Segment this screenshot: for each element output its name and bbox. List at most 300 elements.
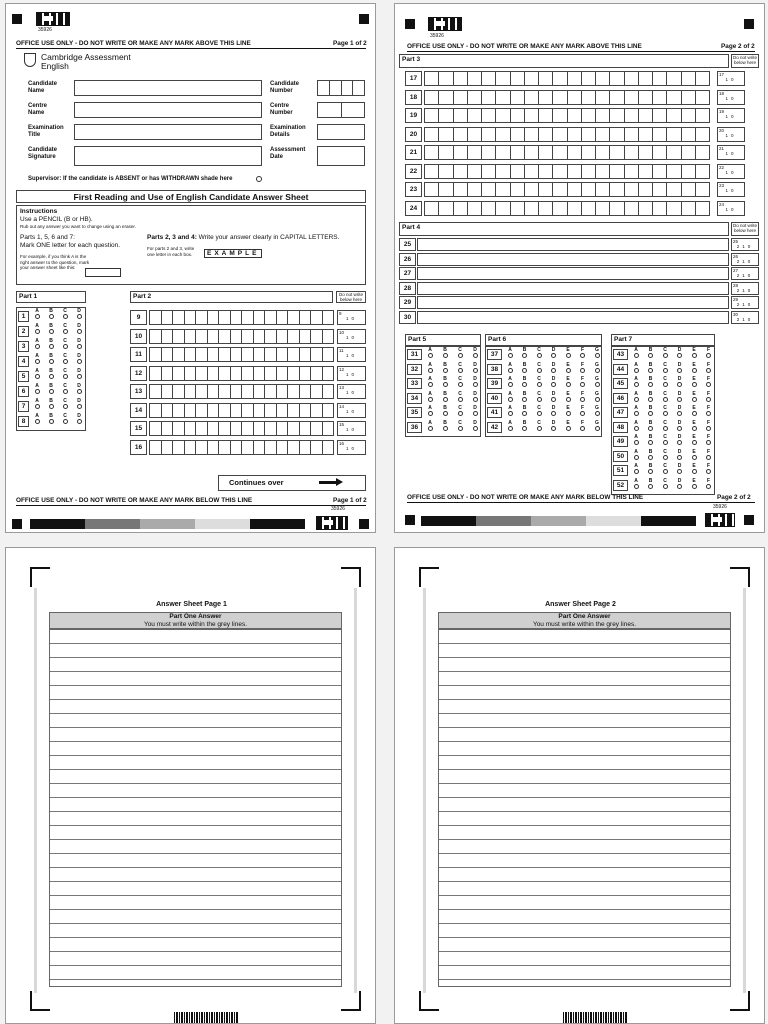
answer-option[interactable] — [631, 479, 641, 489]
letter-cell[interactable] — [208, 311, 220, 324]
option-bubble[interactable] — [663, 426, 668, 431]
option-bubble[interactable] — [49, 389, 54, 394]
letter-cell[interactable] — [682, 165, 696, 178]
option-bubble[interactable] — [77, 344, 82, 349]
option-bubble[interactable] — [473, 368, 478, 373]
option-bubble[interactable] — [473, 382, 478, 387]
answer-option[interactable] — [660, 392, 670, 402]
letter-cell[interactable] — [468, 109, 482, 122]
answer-option[interactable] — [74, 399, 84, 409]
letter-cell[interactable] — [219, 367, 231, 380]
letter-cell[interactable] — [219, 311, 231, 324]
option-bubble[interactable] — [508, 368, 513, 373]
answer-option[interactable] — [32, 369, 42, 379]
letter-cell[interactable] — [639, 146, 653, 159]
letter-cell[interactable] — [254, 404, 266, 417]
answer-option[interactable] — [689, 421, 699, 431]
letter-cell[interactable] — [150, 311, 162, 324]
letter-cell[interactable] — [185, 330, 197, 343]
letter-cell[interactable] — [511, 72, 525, 85]
letter-cell[interactable] — [468, 146, 482, 159]
letter-cell[interactable] — [610, 202, 624, 215]
option-bubble[interactable] — [692, 440, 697, 445]
letter-cell[interactable] — [425, 165, 439, 178]
answer-option[interactable] — [520, 348, 530, 358]
letter-cell[interactable] — [323, 422, 334, 435]
option-bubble[interactable] — [580, 382, 585, 387]
letter-cell[interactable] — [277, 367, 289, 380]
letter-cell[interactable] — [265, 330, 277, 343]
letter-cell[interactable] — [696, 109, 709, 122]
option-bubble[interactable] — [634, 411, 639, 416]
letter-cell[interactable] — [468, 91, 482, 104]
option-bubble[interactable] — [634, 353, 639, 358]
answer-option[interactable] — [675, 479, 685, 489]
option-bubble[interactable] — [49, 329, 54, 334]
option-bubble[interactable] — [443, 426, 448, 431]
letter-cell[interactable] — [653, 165, 667, 178]
letter-cell[interactable] — [231, 422, 243, 435]
answer-option[interactable] — [675, 377, 685, 387]
answer-option[interactable] — [32, 354, 42, 364]
answer-option[interactable] — [549, 406, 559, 416]
letter-cell[interactable] — [639, 91, 653, 104]
letter-cell[interactable] — [439, 109, 453, 122]
answer-option[interactable] — [32, 384, 42, 394]
letter-cell[interactable] — [482, 91, 496, 104]
letter-cell[interactable] — [582, 91, 596, 104]
letter-cell[interactable] — [277, 385, 289, 398]
letter-cell[interactable] — [311, 311, 323, 324]
letter-cell[interactable] — [568, 202, 582, 215]
letter-cell[interactable] — [265, 348, 277, 361]
option-bubble[interactable] — [692, 411, 697, 416]
letter-cell[interactable] — [525, 72, 539, 85]
answer-option[interactable] — [704, 479, 714, 489]
answer-option[interactable] — [631, 435, 641, 445]
letter-cell[interactable] — [696, 91, 709, 104]
option-bubble[interactable] — [49, 374, 54, 379]
option-bubble[interactable] — [648, 382, 653, 387]
answer-option[interactable] — [46, 399, 56, 409]
answer-option[interactable] — [704, 406, 714, 416]
letter-cell[interactable] — [482, 109, 496, 122]
letter-cell[interactable] — [625, 183, 639, 196]
letter-cell[interactable] — [482, 72, 496, 85]
letter-cell[interactable] — [219, 385, 231, 398]
answer-option[interactable] — [32, 324, 42, 334]
letter-cell[interactable] — [311, 422, 323, 435]
answer-option[interactable] — [660, 363, 670, 373]
answer-option[interactable] — [74, 324, 84, 334]
letter-cell[interactable] — [653, 128, 667, 141]
letter-cell[interactable] — [496, 146, 510, 159]
letter-cell[interactable] — [219, 441, 231, 454]
option-bubble[interactable] — [692, 353, 697, 358]
letter-cell[interactable] — [696, 128, 709, 141]
answer-cells[interactable] — [424, 90, 710, 105]
option-bubble[interactable] — [428, 353, 433, 358]
answer-option[interactable] — [660, 377, 670, 387]
option-bubble[interactable] — [663, 397, 668, 402]
letter-cell[interactable] — [196, 330, 208, 343]
letter-cell[interactable] — [610, 72, 624, 85]
letter-cell[interactable] — [242, 348, 254, 361]
option-bubble[interactable] — [706, 440, 711, 445]
letter-cell[interactable] — [323, 330, 334, 343]
letter-cell[interactable] — [525, 202, 539, 215]
letter-cell[interactable] — [653, 72, 667, 85]
letter-cell[interactable] — [265, 367, 277, 380]
option-bubble[interactable] — [473, 411, 478, 416]
answer-option[interactable] — [32, 399, 42, 409]
letter-cell[interactable] — [511, 109, 525, 122]
answer-option[interactable] — [631, 406, 641, 416]
answer-option[interactable] — [505, 406, 515, 416]
option-bubble[interactable] — [677, 426, 682, 431]
answer-option[interactable] — [675, 450, 685, 460]
letter-cell[interactable] — [553, 165, 567, 178]
answer-cells[interactable] — [424, 127, 710, 142]
letter-cell[interactable] — [468, 128, 482, 141]
answer-cells[interactable] — [149, 440, 334, 455]
option-bubble[interactable] — [663, 368, 668, 373]
letter-cell[interactable] — [150, 422, 162, 435]
answer-option[interactable] — [646, 377, 656, 387]
option-bubble[interactable] — [35, 374, 40, 379]
answer-option[interactable] — [592, 421, 602, 431]
letter-cell[interactable] — [242, 441, 254, 454]
answer-option[interactable] — [60, 324, 70, 334]
letter-cell[interactable] — [265, 404, 277, 417]
letter-cell[interactable] — [173, 422, 185, 435]
letter-cell[interactable] — [653, 183, 667, 196]
option-bubble[interactable] — [706, 484, 711, 489]
answer-option[interactable] — [440, 348, 450, 358]
answer-option[interactable] — [505, 363, 515, 373]
answer-option[interactable] — [689, 450, 699, 460]
letter-cell[interactable] — [525, 165, 539, 178]
letter-cell[interactable] — [311, 367, 323, 380]
option-bubble[interactable] — [634, 455, 639, 460]
option-bubble[interactable] — [566, 411, 571, 416]
letter-cell[interactable] — [219, 404, 231, 417]
absent-bubble[interactable] — [256, 176, 262, 182]
letter-cell[interactable] — [482, 183, 496, 196]
letter-cell[interactable] — [439, 165, 453, 178]
option-bubble[interactable] — [566, 397, 571, 402]
option-bubble[interactable] — [537, 411, 542, 416]
answer-option[interactable] — [563, 421, 573, 431]
answer-option[interactable] — [646, 450, 656, 460]
letter-cell[interactable] — [439, 128, 453, 141]
letter-cell[interactable] — [596, 91, 610, 104]
letter-cell[interactable] — [300, 441, 312, 454]
option-bubble[interactable] — [634, 440, 639, 445]
letter-cell[interactable] — [596, 202, 610, 215]
letter-cell[interactable] — [231, 404, 243, 417]
answer-cells[interactable] — [424, 182, 710, 197]
answer-option[interactable] — [578, 363, 588, 373]
option-bubble[interactable] — [692, 484, 697, 489]
letter-cell[interactable] — [568, 109, 582, 122]
letter-cell[interactable] — [496, 202, 510, 215]
option-bubble[interactable] — [595, 353, 600, 358]
option-bubble[interactable] — [663, 411, 668, 416]
option-bubble[interactable] — [677, 368, 682, 373]
option-bubble[interactable] — [634, 397, 639, 402]
letter-cell[interactable] — [425, 183, 439, 196]
option-bubble[interactable] — [428, 397, 433, 402]
answer-option[interactable] — [631, 392, 641, 402]
option-bubble[interactable] — [63, 329, 68, 334]
answer-cells[interactable] — [424, 201, 710, 216]
letter-cell[interactable] — [553, 109, 567, 122]
option-bubble[interactable] — [537, 426, 542, 431]
letter-cell[interactable] — [208, 330, 220, 343]
letter-cell[interactable] — [242, 311, 254, 324]
letter-cell[interactable] — [150, 441, 162, 454]
signature-field[interactable] — [74, 146, 262, 166]
letter-cell[interactable] — [454, 183, 468, 196]
answer-option[interactable] — [505, 392, 515, 402]
option-bubble[interactable] — [551, 397, 556, 402]
answer-option[interactable] — [455, 377, 465, 387]
option-bubble[interactable] — [443, 411, 448, 416]
answer-option[interactable] — [563, 348, 573, 358]
letter-cell[interactable] — [439, 91, 453, 104]
letter-cell[interactable] — [288, 422, 300, 435]
letter-cell[interactable] — [454, 72, 468, 85]
letter-cell[interactable] — [596, 146, 610, 159]
answer-option[interactable] — [592, 392, 602, 402]
letter-cell[interactable] — [162, 311, 174, 324]
option-bubble[interactable] — [706, 455, 711, 460]
option-bubble[interactable] — [458, 426, 463, 431]
letter-cell[interactable] — [300, 422, 312, 435]
option-bubble[interactable] — [508, 353, 513, 358]
letter-cell[interactable] — [610, 128, 624, 141]
answer-option[interactable] — [534, 421, 544, 431]
letter-cell[interactable] — [625, 109, 639, 122]
option-bubble[interactable] — [677, 440, 682, 445]
answer-option[interactable] — [520, 406, 530, 416]
letter-cell[interactable] — [553, 183, 567, 196]
option-bubble[interactable] — [77, 359, 82, 364]
option-bubble[interactable] — [551, 426, 556, 431]
option-bubble[interactable] — [692, 397, 697, 402]
option-bubble[interactable] — [663, 382, 668, 387]
letter-cell[interactable] — [639, 202, 653, 215]
letter-cell[interactable] — [553, 202, 567, 215]
answer-line[interactable] — [417, 296, 729, 309]
letter-cell[interactable] — [496, 183, 510, 196]
option-bubble[interactable] — [35, 419, 40, 424]
letter-cell[interactable] — [511, 128, 525, 141]
letter-cell[interactable] — [667, 109, 681, 122]
letter-cell[interactable] — [150, 330, 162, 343]
option-bubble[interactable] — [677, 353, 682, 358]
option-bubble[interactable] — [595, 382, 600, 387]
letter-cell[interactable] — [511, 146, 525, 159]
option-bubble[interactable] — [458, 397, 463, 402]
option-bubble[interactable] — [634, 382, 639, 387]
letter-cell[interactable] — [539, 109, 553, 122]
letter-cell[interactable] — [653, 91, 667, 104]
letter-cell[interactable] — [454, 109, 468, 122]
letter-cell[interactable] — [173, 330, 185, 343]
letter-cell[interactable] — [696, 183, 709, 196]
answer-option[interactable] — [455, 348, 465, 358]
option-bubble[interactable] — [77, 419, 82, 424]
letter-cell[interactable] — [568, 146, 582, 159]
letter-cell[interactable] — [596, 183, 610, 196]
letter-cell[interactable] — [682, 128, 696, 141]
letter-cell[interactable] — [539, 128, 553, 141]
option-bubble[interactable] — [537, 368, 542, 373]
answer-option[interactable] — [549, 392, 559, 402]
option-bubble[interactable] — [428, 382, 433, 387]
option-bubble[interactable] — [35, 314, 40, 319]
option-bubble[interactable] — [677, 455, 682, 460]
option-bubble[interactable] — [443, 382, 448, 387]
option-bubble[interactable] — [580, 426, 585, 431]
option-bubble[interactable] — [648, 469, 653, 474]
letter-cell[interactable] — [454, 202, 468, 215]
letter-cell[interactable] — [425, 109, 439, 122]
letter-cell[interactable] — [511, 202, 525, 215]
option-bubble[interactable] — [677, 469, 682, 474]
letter-cell[interactable] — [653, 109, 667, 122]
answer-option[interactable] — [425, 421, 435, 431]
letter-cell[interactable] — [625, 72, 639, 85]
option-bubble[interactable] — [63, 389, 68, 394]
option-bubble[interactable] — [35, 404, 40, 409]
answer-option[interactable] — [455, 406, 465, 416]
letter-cell[interactable] — [582, 109, 596, 122]
answer-option[interactable] — [646, 348, 656, 358]
answer-option[interactable] — [425, 377, 435, 387]
letter-cell[interactable] — [454, 128, 468, 141]
answer-option[interactable] — [592, 363, 602, 373]
answer-option[interactable] — [660, 479, 670, 489]
option-bubble[interactable] — [35, 344, 40, 349]
answer-option[interactable] — [563, 406, 573, 416]
letter-cell[interactable] — [439, 183, 453, 196]
option-bubble[interactable] — [49, 404, 54, 409]
letter-cell[interactable] — [539, 72, 553, 85]
option-bubble[interactable] — [566, 382, 571, 387]
answer-option[interactable] — [646, 464, 656, 474]
letter-cell[interactable] — [311, 348, 323, 361]
option-bubble[interactable] — [692, 469, 697, 474]
option-bubble[interactable] — [63, 404, 68, 409]
letter-cell[interactable] — [173, 404, 185, 417]
answer-line[interactable] — [417, 282, 729, 295]
answer-option[interactable] — [660, 406, 670, 416]
option-bubble[interactable] — [580, 411, 585, 416]
answer-cells[interactable] — [149, 347, 334, 362]
letter-cell[interactable] — [667, 91, 681, 104]
option-bubble[interactable] — [443, 368, 448, 373]
answer-option[interactable] — [46, 309, 56, 319]
answer-cells[interactable] — [149, 366, 334, 381]
option-bubble[interactable] — [77, 389, 82, 394]
letter-cell[interactable] — [425, 128, 439, 141]
answer-option[interactable] — [470, 406, 480, 416]
letter-cell[interactable] — [162, 367, 174, 380]
letter-cell[interactable] — [454, 91, 468, 104]
option-bubble[interactable] — [63, 359, 68, 364]
letter-cell[interactable] — [254, 348, 266, 361]
letter-cell[interactable] — [300, 385, 312, 398]
writing-area[interactable] — [49, 629, 342, 987]
option-bubble[interactable] — [508, 411, 513, 416]
option-bubble[interactable] — [663, 484, 668, 489]
option-bubble[interactable] — [595, 368, 600, 373]
answer-option[interactable] — [60, 354, 70, 364]
letter-cell[interactable] — [568, 72, 582, 85]
letter-cell[interactable] — [667, 183, 681, 196]
answer-option[interactable] — [425, 406, 435, 416]
letter-cell[interactable] — [496, 72, 510, 85]
answer-option[interactable] — [660, 348, 670, 358]
option-bubble[interactable] — [566, 368, 571, 373]
option-bubble[interactable] — [35, 359, 40, 364]
option-bubble[interactable] — [473, 426, 478, 431]
answer-option[interactable] — [440, 406, 450, 416]
answer-option[interactable] — [60, 399, 70, 409]
letter-cell[interactable] — [208, 404, 220, 417]
letter-cell[interactable] — [265, 385, 277, 398]
answer-option[interactable] — [646, 421, 656, 431]
option-bubble[interactable] — [663, 353, 668, 358]
letter-cell[interactable] — [323, 311, 334, 324]
answer-option[interactable] — [631, 464, 641, 474]
answer-line[interactable] — [417, 238, 729, 251]
option-bubble[interactable] — [508, 426, 513, 431]
letter-cell[interactable] — [231, 441, 243, 454]
option-bubble[interactable] — [634, 469, 639, 474]
letter-cell[interactable] — [196, 348, 208, 361]
answer-option[interactable] — [470, 363, 480, 373]
answer-cells[interactable] — [149, 384, 334, 399]
letter-cell[interactable] — [196, 422, 208, 435]
letter-cell[interactable] — [539, 202, 553, 215]
letter-cell[interactable] — [568, 165, 582, 178]
letter-cell[interactable] — [219, 422, 231, 435]
letter-cell[interactable] — [196, 385, 208, 398]
option-bubble[interactable] — [458, 353, 463, 358]
letter-cell[interactable] — [185, 385, 197, 398]
option-bubble[interactable] — [428, 426, 433, 431]
letter-cell[interactable] — [288, 311, 300, 324]
answer-option[interactable] — [675, 464, 685, 474]
letter-cell[interactable] — [288, 404, 300, 417]
answer-option[interactable] — [470, 421, 480, 431]
letter-cell[interactable] — [277, 311, 289, 324]
letter-cell[interactable] — [185, 367, 197, 380]
letter-cell[interactable] — [496, 109, 510, 122]
answer-option[interactable] — [60, 309, 70, 319]
answer-option[interactable] — [578, 392, 588, 402]
letter-cell[interactable] — [425, 202, 439, 215]
letter-cell[interactable] — [265, 422, 277, 435]
answer-option[interactable] — [578, 406, 588, 416]
answer-option[interactable] — [32, 414, 42, 424]
answer-option[interactable] — [520, 421, 530, 431]
letter-cell[interactable] — [553, 128, 567, 141]
